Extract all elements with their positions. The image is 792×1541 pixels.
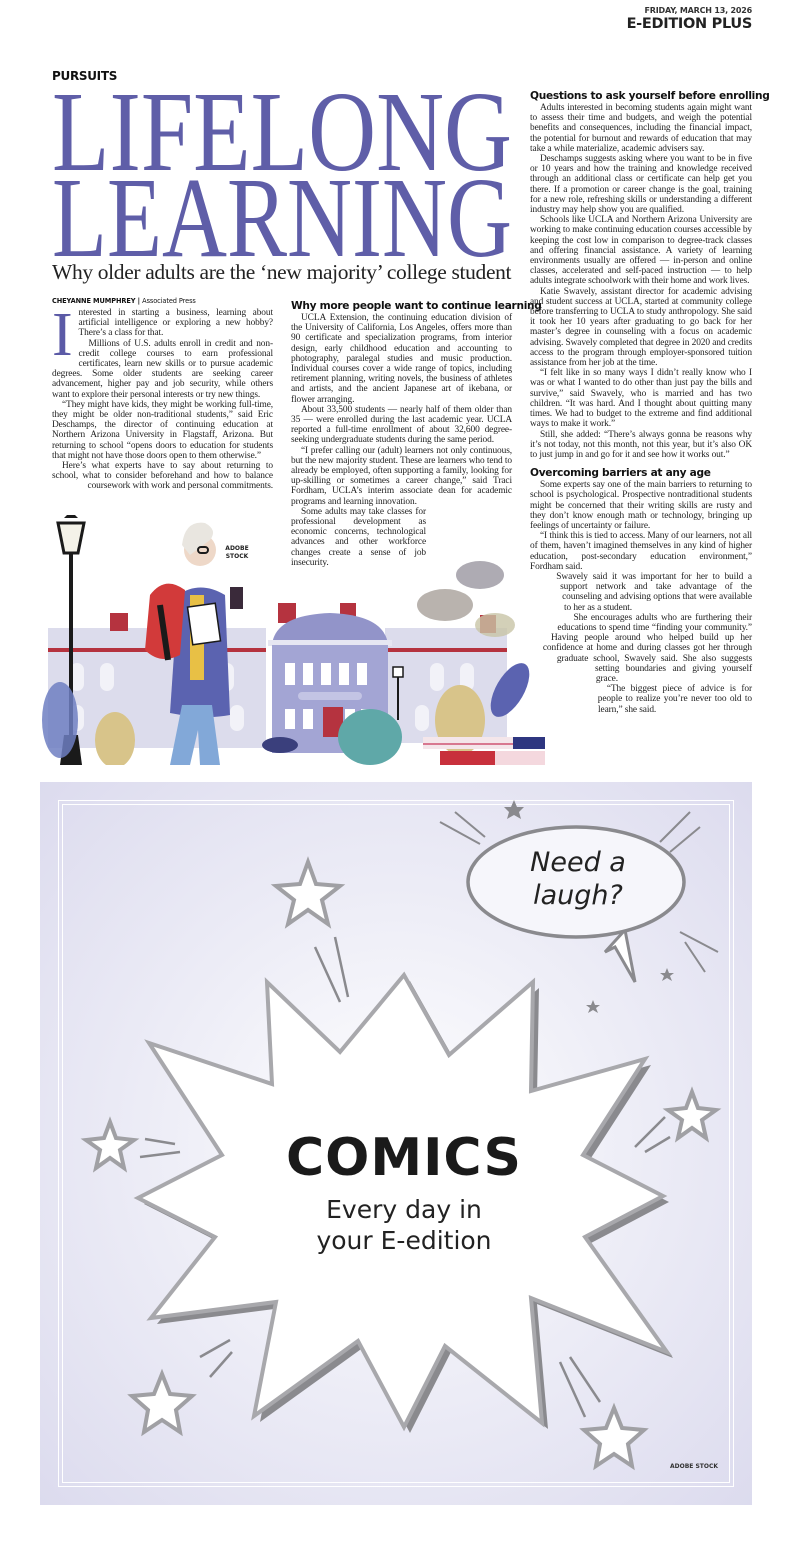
paragraph: nterested in starting a business, learning about artificial intelligence or exploring a new hobby? There’s a class for that. [78, 308, 273, 339]
article-column-3 [530, 90, 770, 715]
ad-title: COMICS [285, 1128, 523, 1188]
paragraph: “I prefer calling our (adult) learners not only continuous, but the new majority student. These are learners who tend to already be employed, often supporting a family, looking for up-skilling or sometimes a career change,” said Traci Fordham, UCLA’s interim associate dean for academic programs and learning innovation. [291, 445, 512, 507]
paragraph: “I think this is tied to access. Many of our learners, not all of them, haven’t imagined themselves in any kind of higher education, post-secondary education environment,” Fordham said. [530, 531, 752, 572]
headline [50, 84, 516, 264]
paragraph: “They might have kids, they might be working full-time, they might be older non-traditional students,” said Eric Deschamps, the director of continuing education at Northern Arizona University in Flagstaff, Arizona. But returning to school “opens doors to education for students that might not have those doors open to them otherwise.” [52, 399, 273, 461]
paragraph: Some experts say one of the main barriers to returning to school is psychological. Prospective nontraditional students might be concerned that their writing skills are rusty and they don’t know enough math or technology, bringing up feelings of uncertainty or failure. [530, 480, 752, 531]
drop-cap: I [52, 301, 73, 369]
headline-line-2: LEARNING [52, 154, 512, 264]
photo-credit-text: ADOBE STOCK [225, 545, 249, 560]
paragraph: Here’s what experts have to say about returning to school, what to consider beforehand and how to balance coursework with work and personal commitments. [52, 461, 273, 492]
paragraph: Katie Swavely, assistant director for academic advising and student success at UCLA, started at community college before transferring to UCLA to study anthropology. She said it took her 10 years after graduating to go back for her master’s degree in counseling with a focus on academic advising. Swavely completed that degree in 2020 and credits access to the program through employer-sponsored tuition assistance from her job at the time. [530, 286, 752, 369]
subheadline: Why older adults are the ‘new majority’ college student [52, 260, 512, 284]
section-kicker: PURSUITS [52, 69, 118, 83]
byline-author: CHEYANNE MUMPHREY [52, 297, 136, 305]
issue-date: FRIDAY, MARCH 13, 2026 [644, 6, 752, 15]
bubble-line-1: Need a [530, 847, 626, 878]
paragraph: About 33,500 students — nearly half of them older than 35 — were enrolled during the last academic year. UCLA reported a full-time enrollment of about 32,600 degree-seeking undergraduate students during the same period. [291, 404, 512, 446]
edition-title: E-EDITION PLUS [626, 16, 752, 32]
speech-bubble-text [498, 846, 658, 912]
paragraph: “The biggest piece of advice is for people to realize you’re never too old to learn,” she said. [597, 684, 752, 715]
paragraph: Adults interested in becoming students again might want to assess their time and budgets, and weigh the potential benefits and consequences, including the financial impact, the potential for burnout and rewards of education that may take a while materialize, academic advisers say. [530, 103, 752, 154]
paragraph: Some adults may take classes for professional development as economic concerns, technological advances and other workforce changes create a sense of job insecurity. [291, 506, 426, 568]
ad-subtitle [204, 1194, 604, 1256]
paragraph: UCLA Extension, the continuing education division of the University of California, Los Angeles, offers more than 90 certificate and specialization programs, from interior design, early childhood education and accounting to photography, paralegal studies and music production. Individual courses cover a wide range of topics, including retirement planning, writing novels, the business of athletes and artists, and the ancient Japanese art of ikebana, or flower arranging. [291, 313, 512, 405]
paragraph: She encourages adults who are furthering their educations to spend time “finding your community.” Having people around who helped build up her confidence at home and during classes got her through graduate school, Swavely said. She also suggests setting boundaries and giving yourself grace. [542, 612, 752, 684]
bubble-line-2: laugh? [533, 880, 623, 911]
article-column-1 [52, 297, 273, 492]
ad-photo-credit: ADOBE STOCK [670, 1463, 719, 1470]
paragraph: Millions of U.S. adults enroll in credit and non-credit college courses to earn professional certificates, learn new skills or to pursue academic degrees. Some older students are seeking career advancement, higher pay and job security, while others want to explore their personal interests or try new things. [52, 338, 273, 400]
byline-agency: Associated Press [142, 297, 196, 305]
paragraph: “I felt like in so many ways I didn’t really know who I was or what I wanted to do other than just pay the bills and survive,” said Swavely, who is married and has two children. “It was hard. And I thought about quitting many times. We had to budget to the extreme and find additional ways to make it work.” [530, 368, 752, 430]
book-stack [423, 737, 545, 765]
campus-illustration [40, 515, 545, 765]
section-heading: Why more people want to continue learning [291, 300, 542, 312]
section-heading: Overcoming barriers at any age [530, 467, 711, 480]
byline [52, 297, 273, 305]
paragraph: Deschamps suggests asking where you want to be in five or 10 years and how the training and knowledge received through an additional class or certificate can help get you there. If a promotion or career change is the goal, training for a new role, refreshing skills or understanding a different industry may help show you are qualified. [530, 154, 752, 216]
photo-credit [225, 545, 249, 561]
paragraph: Still, she added: “There’s always gonna be reasons why it’s not today, not this month, not this year, but it’s also OK to just jump in and go for it and see how it works out.” [530, 429, 752, 460]
headline-line-1: LIFELONG [52, 84, 512, 195]
comics-advertisement[interactable] [40, 782, 752, 1505]
paragraph: Schools like UCLA and Northern Arizona University are working to make continuing education courses accessible by keeping the cost low in comparison to degree-track classes and offering financial assistance. A variety of learning environments usually are offered — in-person and online classes, accelerated and self-paced instruction — to help adults integrate schoolwork with their home and work lives. [530, 215, 752, 287]
paragraph: Swavely said it was important for her to build a support network and take advantage of the counseling and advising options that were available to her as a student. [556, 571, 752, 613]
ad-subtitle-line-1: Every day in [326, 1195, 482, 1224]
section-heading: Questions to ask yourself before enrolling [530, 90, 770, 102]
byline-separator: | [137, 297, 140, 305]
ad-subtitle-line-2: your E-edition [316, 1226, 492, 1255]
